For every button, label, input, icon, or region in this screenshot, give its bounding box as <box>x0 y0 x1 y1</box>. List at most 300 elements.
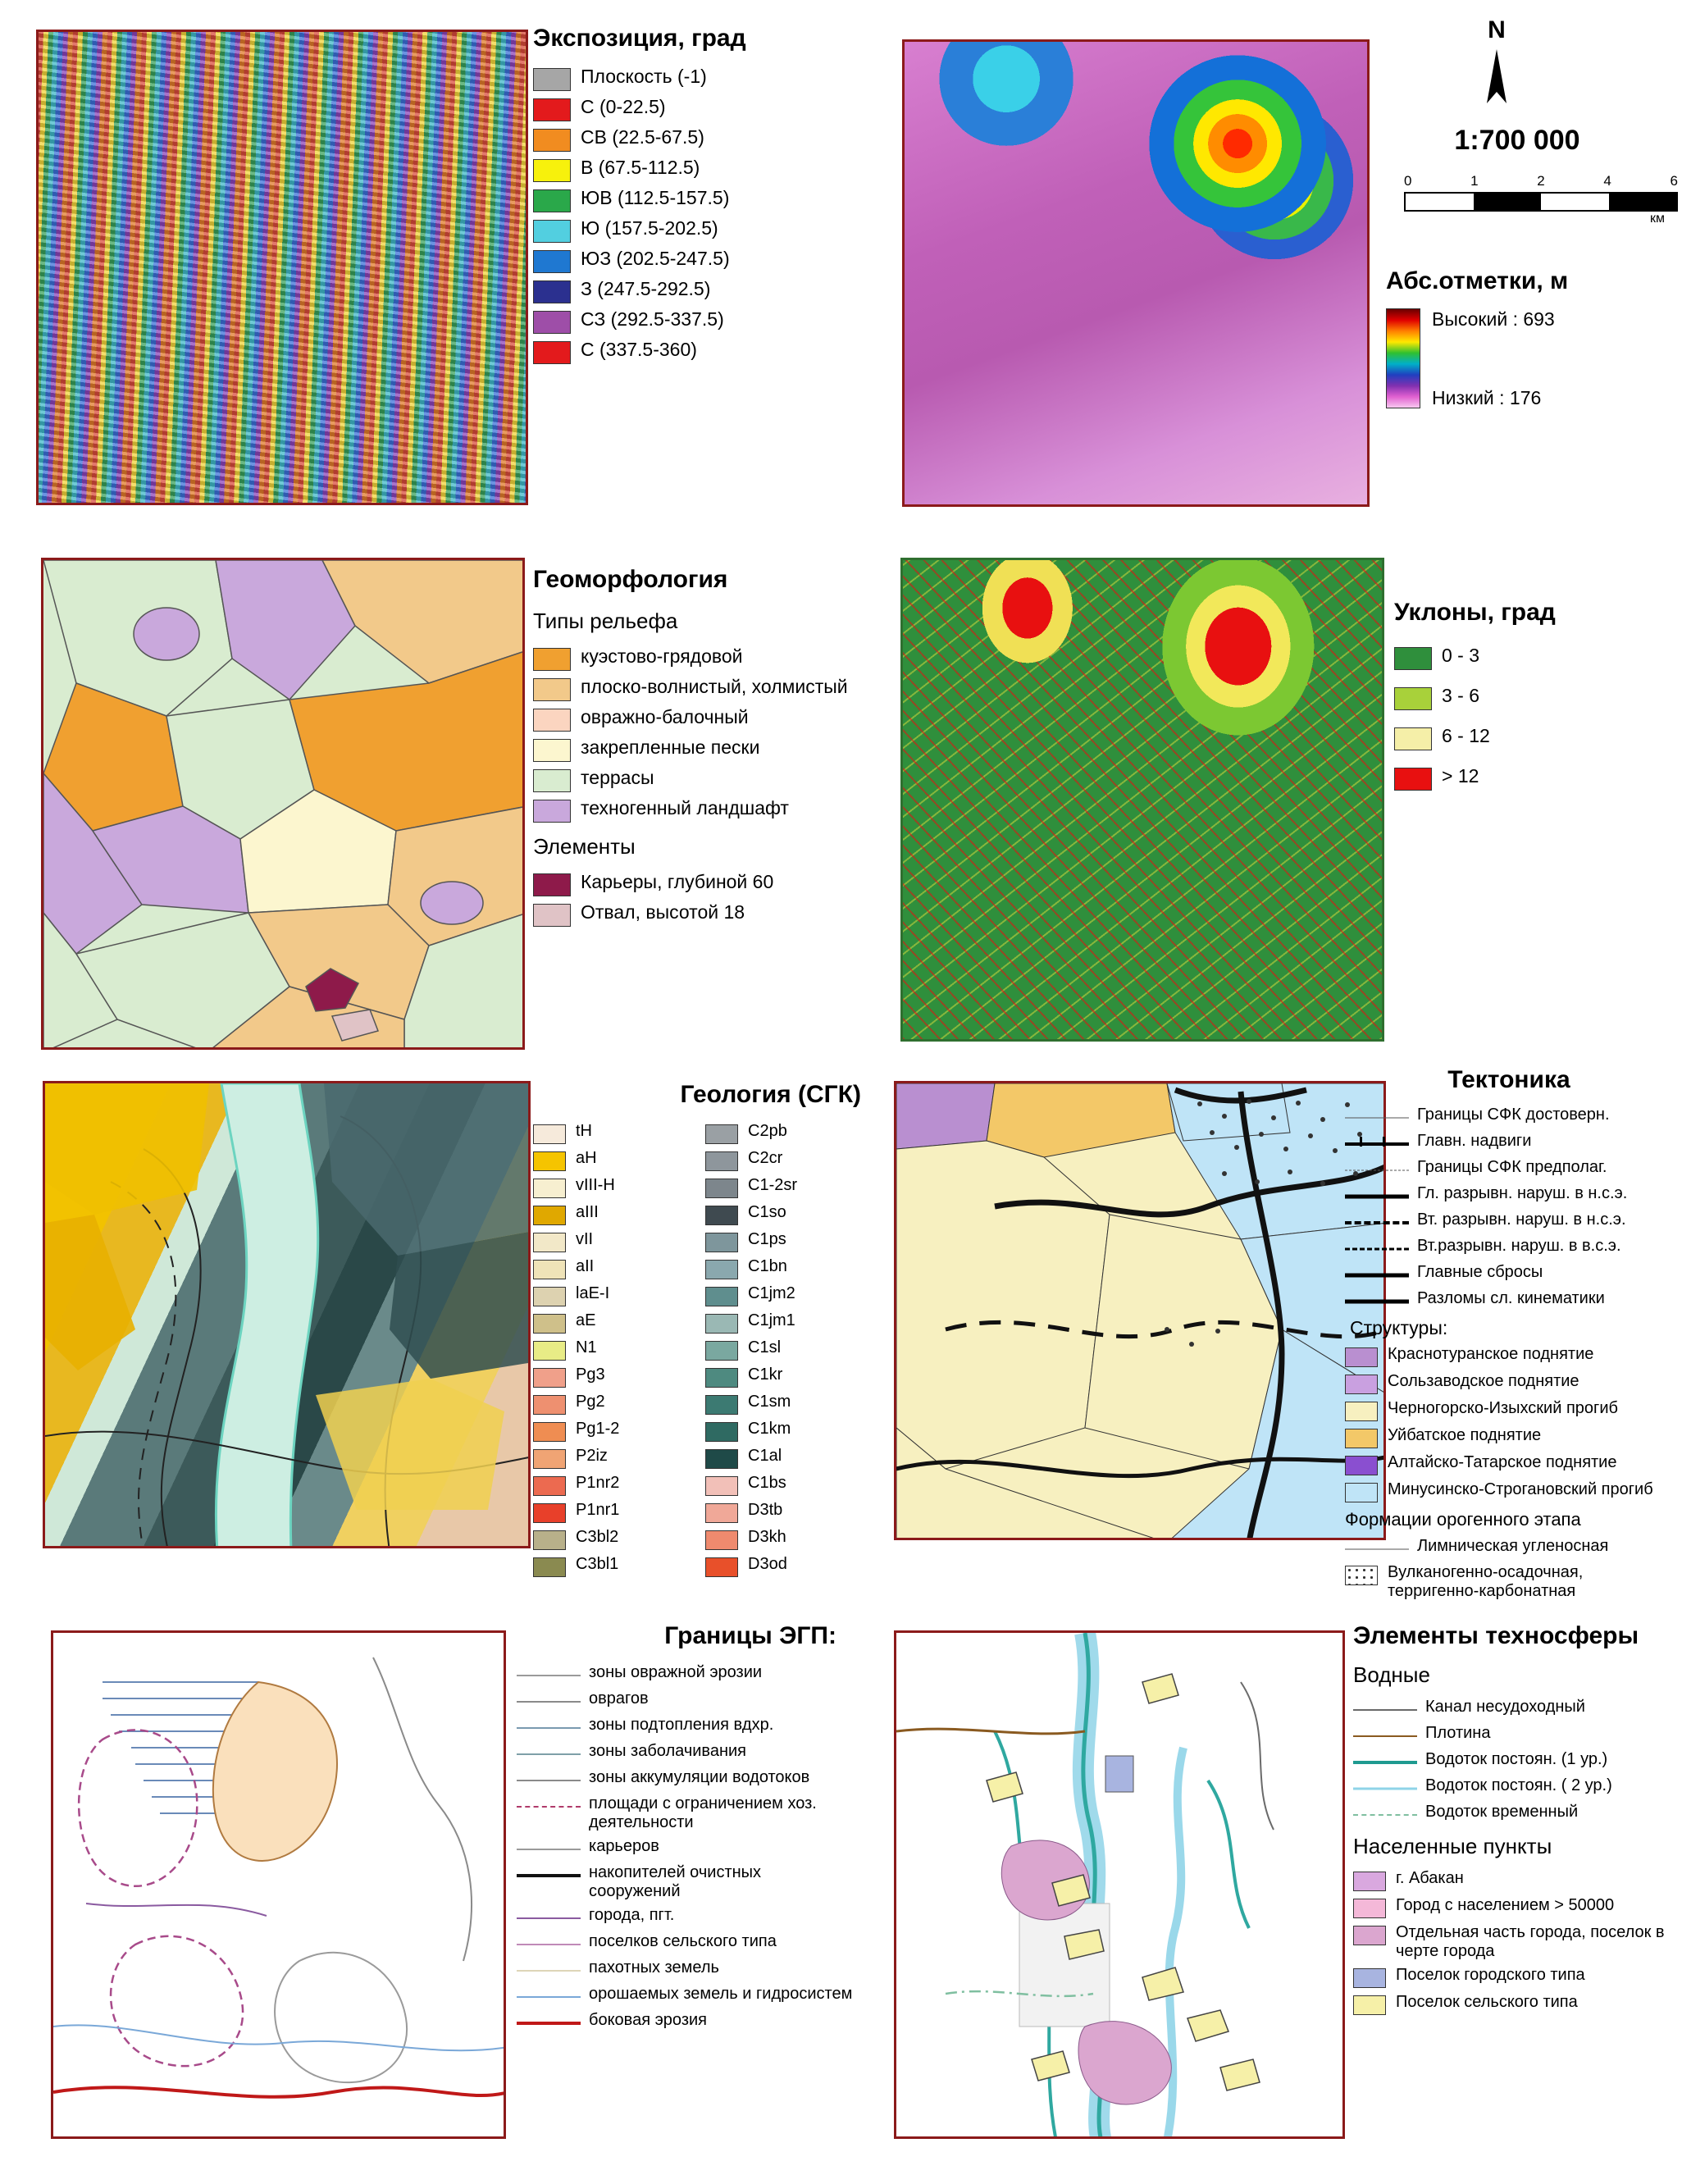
line-swatch <box>1345 1540 1409 1558</box>
legend-item <box>705 1284 877 1306</box>
line-swatch <box>517 1719 581 1737</box>
color-swatch <box>533 250 571 273</box>
geomorphology-legend-title: Геоморфология <box>533 566 728 593</box>
legend-item <box>533 1149 705 1171</box>
legend-item <box>517 1689 853 1711</box>
legend-item <box>517 1768 853 1790</box>
legend-label: C2pb <box>748 1122 787 1140</box>
color-swatch <box>533 1206 566 1225</box>
legend-label: зоны заболачивания <box>589 1742 746 1760</box>
line-swatch <box>517 2014 581 2032</box>
color-swatch <box>533 189 571 212</box>
color-swatch <box>533 769 571 792</box>
slopes-legend <box>1394 599 1665 796</box>
legend-item <box>1394 765 1665 791</box>
line-swatch <box>1353 1806 1417 1824</box>
legend-label: > 12 <box>1442 765 1479 787</box>
legend-item <box>1345 1263 1673 1284</box>
color-swatch <box>705 1124 738 1144</box>
color-swatch <box>1353 1926 1386 1945</box>
line-swatch <box>1345 1293 1409 1311</box>
color-swatch <box>533 341 571 364</box>
legend-item <box>533 1366 705 1388</box>
legend-label: Карьеры, глубиной 60 <box>581 871 774 892</box>
color-swatch <box>1353 1899 1386 1918</box>
legend-item <box>1353 1869 1681 1891</box>
legend-item <box>533 1338 705 1361</box>
legend-label: Поселок городского типа <box>1396 1965 1585 1984</box>
technosphere-legend <box>1353 1622 1681 2020</box>
legend-item <box>705 1122 877 1144</box>
color-swatch <box>533 873 571 896</box>
color-swatch <box>533 311 571 334</box>
legend-item <box>517 1985 853 2006</box>
color-swatch <box>533 1368 566 1388</box>
legend-label: C1so <box>748 1203 786 1221</box>
legend-item <box>705 1447 877 1469</box>
legend-item <box>705 1420 877 1442</box>
technosphere-legend-title: Элементы техносферы <box>1353 1622 1639 1649</box>
formations-subtitle: Формации орогенного этапа <box>1345 1509 1581 1530</box>
legend-item <box>533 1555 705 1577</box>
legend-item <box>517 2011 853 2032</box>
tectonics-legend <box>1345 1066 1673 1606</box>
color-swatch <box>533 1503 566 1523</box>
legend-item <box>705 1528 877 1550</box>
color-swatch <box>1345 1375 1378 1394</box>
legend-label: зоны овражной эрозии <box>589 1663 763 1681</box>
legend-item <box>1353 1966 1681 1988</box>
legend-label: C3bl2 <box>576 1528 619 1546</box>
legend-item <box>1353 1993 1681 2015</box>
scale-tick: 6 <box>1670 173 1678 189</box>
legend-item <box>705 1311 877 1334</box>
line-swatch <box>1345 1214 1409 1232</box>
legend-label: P2iz <box>576 1447 608 1465</box>
legend-item <box>1345 1106 1673 1127</box>
line-swatch <box>1345 1161 1409 1179</box>
line-swatch <box>517 1693 581 1711</box>
color-swatch <box>533 1530 566 1550</box>
line-swatch <box>517 1771 581 1790</box>
geology-legend-title: Геология (СГК) <box>680 1081 861 1108</box>
line-swatch <box>1345 1109 1409 1127</box>
legend-label: 0 - 3 <box>1442 645 1480 666</box>
color-swatch <box>1353 1968 1386 1988</box>
water-subtitle: Водные <box>1353 1662 1430 1687</box>
color-swatch <box>533 648 571 671</box>
legend-label: Минусинско-Строгановский прогиб <box>1388 1480 1653 1499</box>
color-swatch <box>1394 647 1432 670</box>
line-swatch <box>517 1867 581 1885</box>
legend-item <box>533 96 902 121</box>
legend-item <box>1345 1480 1673 1502</box>
technosphere-map-image <box>894 1630 1345 2139</box>
tectonics-map-panel <box>894 1081 1386 1540</box>
legend-item <box>533 1501 705 1523</box>
legend-label: Границы СФК достоверн. <box>1417 1106 1610 1124</box>
legend-item <box>1345 1537 1673 1558</box>
legend-item <box>1394 725 1665 750</box>
line-swatch-thrust <box>1345 1135 1409 1153</box>
legend-item <box>705 1230 877 1252</box>
legend-item <box>1345 1237 1673 1258</box>
legend-label: орошаемых земель и гидросистем <box>589 1985 853 2003</box>
legend-label: Город с населением > 50000 <box>1396 1895 1615 1914</box>
egp-legend <box>508 1622 853 2037</box>
legend-item <box>1353 1803 1681 1824</box>
legend-label: С (0-22.5) <box>581 96 666 117</box>
legend-item <box>1394 685 1665 710</box>
legend-item <box>533 645 918 671</box>
legend-label: Водоток постоян. (1 ур.) <box>1425 1749 1608 1768</box>
legend-item <box>533 308 902 334</box>
color-swatch <box>533 1124 566 1144</box>
legend-item <box>533 1528 705 1550</box>
aspect-legend-title: Экспозиция, град <box>533 25 746 52</box>
legend-item <box>705 1555 877 1577</box>
legend-item <box>705 1338 877 1361</box>
scale-ticks <box>1404 173 1678 189</box>
color-swatch <box>705 1151 738 1171</box>
legend-label: tH <box>576 1122 592 1140</box>
relief-types-subtitle: Типы рельефа <box>533 609 678 633</box>
legend-label: З (247.5-292.5) <box>581 278 711 299</box>
geomorphology-map-panel <box>41 558 525 1050</box>
legend-item <box>1345 1399 1673 1421</box>
scale-tick: 0 <box>1404 173 1412 189</box>
dotted-pattern-swatch <box>1345 1566 1378 1585</box>
legend-label: куэстово-грядовой <box>581 645 743 667</box>
color-swatch <box>533 280 571 303</box>
slopes-map-panel <box>900 558 1384 1042</box>
color-swatch <box>533 1422 566 1442</box>
scale-tick: 1 <box>1470 173 1479 189</box>
line-swatch <box>517 1962 581 1980</box>
legend-item <box>1345 1426 1673 1448</box>
legend-label: vII <box>576 1230 594 1248</box>
legend-label: Плоскость (-1) <box>581 66 707 87</box>
legend-item <box>1353 1896 1681 1918</box>
color-swatch <box>705 1260 738 1279</box>
legend-item <box>1394 645 1665 670</box>
legend-label: C2cr <box>748 1149 783 1167</box>
scale-tick: 4 <box>1603 173 1611 189</box>
legend-label: Вт. разрывн. наруш. в н.с.э. <box>1417 1211 1626 1229</box>
legend-label: aH <box>576 1149 597 1167</box>
legend-item <box>1345 1132 1673 1153</box>
dem-map-panel <box>902 39 1370 507</box>
egp-overlay <box>53 1633 506 2139</box>
tectonics-polygons <box>896 1083 1386 1540</box>
legend-label: C1kr <box>748 1366 783 1384</box>
legend-item <box>1353 1750 1681 1771</box>
legend-label: 6 - 12 <box>1442 725 1490 746</box>
legend-item <box>533 248 902 273</box>
legend-label: пахотных земель <box>589 1958 719 1977</box>
color-swatch <box>1345 1483 1378 1502</box>
color-swatch <box>705 1476 738 1496</box>
legend-item <box>517 1958 853 1980</box>
color-swatch <box>1394 768 1432 791</box>
legend-item <box>1345 1345 1673 1367</box>
legend-label: Сользаводское поднятие <box>1388 1372 1579 1391</box>
color-swatch <box>1345 1347 1378 1367</box>
line-swatch <box>1353 1780 1417 1798</box>
egp-legend-title: Границы ЭГП: <box>664 1622 836 1649</box>
north-arrow-icon <box>1472 16 1521 115</box>
scale-unit: км <box>1650 212 1665 226</box>
legend-item <box>517 1863 853 1901</box>
legend-item <box>705 1501 877 1523</box>
line-swatch <box>517 1745 581 1763</box>
legend-label: P1nr1 <box>576 1501 620 1519</box>
legend-item <box>517 1742 853 1763</box>
color-swatch <box>533 709 571 732</box>
tectonics-map-image <box>894 1081 1386 1540</box>
line-swatch <box>1353 1727 1417 1745</box>
legend-label: Ю (157.5-202.5) <box>581 217 718 239</box>
color-swatch <box>705 1314 738 1334</box>
legend-item <box>533 1474 705 1496</box>
legend-label: C3bl1 <box>576 1555 619 1573</box>
legend-item <box>533 1420 705 1442</box>
legend-item <box>533 797 918 823</box>
legend-label: карьеров <box>589 1837 659 1855</box>
legend-item <box>533 1122 705 1144</box>
legend-label: Канал несудоходный <box>1425 1697 1585 1716</box>
color-swatch <box>533 1395 566 1415</box>
line-swatch <box>1345 1188 1409 1206</box>
legend-label: С (337.5-360) <box>581 339 697 360</box>
legend-label: C1jm1 <box>748 1311 795 1329</box>
legend-item <box>1353 1698 1681 1719</box>
legend-item <box>517 1663 853 1685</box>
legend-item <box>1345 1289 1673 1311</box>
legend-label: Границы СФК предполаг. <box>1417 1158 1607 1176</box>
legend-item <box>533 901 918 927</box>
legend-item <box>705 1366 877 1388</box>
geomorphology-map-image <box>41 558 525 1050</box>
legend-label: C1jm2 <box>748 1284 795 1302</box>
color-swatch <box>1345 1456 1378 1475</box>
color-swatch <box>533 129 571 152</box>
legend-item <box>533 339 902 364</box>
legend-label: D3od <box>748 1555 787 1573</box>
color-swatch <box>533 1314 566 1334</box>
legend-item <box>533 278 902 303</box>
legend-label: Поселок сельского типа <box>1396 1992 1578 2011</box>
color-swatch <box>533 1287 566 1306</box>
legend-label: Плотина <box>1425 1723 1491 1742</box>
geology-map-image <box>43 1081 531 1548</box>
color-swatch <box>1353 1995 1386 2015</box>
legend-label: закрепленные пески <box>581 736 760 758</box>
settlements-subtitle: Населенные пункты <box>1353 1833 1552 1858</box>
legend-label: накопителей очистных сооружений <box>589 1863 762 1900</box>
legend-item <box>533 187 902 212</box>
dem-map-image <box>902 39 1370 507</box>
geology-legend-column-1 <box>533 1122 705 1582</box>
technosphere-overlay <box>896 1633 1345 2139</box>
color-swatch <box>705 1179 738 1198</box>
color-swatch <box>533 159 571 182</box>
legend-label: ЮВ (112.5-157.5) <box>581 187 730 208</box>
legend-label: Pg2 <box>576 1393 605 1411</box>
color-swatch <box>705 1368 738 1388</box>
legend-item <box>517 1932 853 1954</box>
structures-subtitle: Структуры: <box>1350 1317 1448 1338</box>
aspect-map-panel <box>36 30 528 505</box>
legend-label: Водоток временный <box>1425 1802 1579 1821</box>
color-swatch <box>533 98 571 121</box>
color-swatch <box>705 1422 738 1442</box>
legend-item <box>533 66 902 91</box>
geomorphology-polygons <box>43 560 525 1050</box>
color-swatch <box>1345 1402 1378 1421</box>
legend-label: aE <box>576 1311 596 1329</box>
legend-label: C1sm <box>748 1393 791 1411</box>
legend-label: ЮЗ (202.5-247.5) <box>581 248 730 269</box>
tectonics-legend-title: Тектоника <box>1447 1066 1570 1093</box>
geomorphology-legend <box>533 566 918 932</box>
legend-item <box>533 1311 705 1334</box>
legend-label: C1km <box>748 1420 791 1438</box>
line-swatch <box>517 1666 581 1685</box>
color-swatch <box>1345 1429 1378 1448</box>
line-swatch <box>517 1798 581 1816</box>
color-swatch <box>533 678 571 701</box>
color-swatch <box>533 904 571 927</box>
aspect-map-image <box>36 30 528 505</box>
legend-label: СЗ (292.5-337.5) <box>581 308 724 330</box>
line-swatch <box>517 1909 581 1927</box>
legend-item <box>705 1176 877 1198</box>
color-swatch <box>705 1287 738 1306</box>
color-swatch <box>533 739 571 762</box>
line-swatch <box>517 1936 581 1954</box>
technosphere-map-panel <box>894 1630 1345 2139</box>
legend-label: оврагов <box>589 1689 649 1708</box>
scale-bar <box>1404 192 1678 212</box>
legend-item <box>533 1284 705 1306</box>
color-swatch <box>533 1341 566 1361</box>
color-swatch <box>705 1557 738 1577</box>
legend-label: D3kh <box>748 1528 786 1546</box>
legend-label: г. Абакан <box>1396 1868 1464 1887</box>
legend-item <box>533 217 902 243</box>
aspect-legend <box>533 25 902 369</box>
geology-legend-column-2 <box>705 1122 877 1582</box>
legend-label: В (67.5-112.5) <box>581 157 700 178</box>
north-label: N <box>1488 16 1506 43</box>
legend-label: Гл. разрывн. наруш. в н.с.э. <box>1417 1184 1628 1202</box>
legend-label: Уйбатское поднятие <box>1388 1426 1542 1445</box>
color-swatch <box>533 1179 566 1198</box>
legend-item <box>533 767 918 792</box>
legend-label: aII <box>576 1257 595 1275</box>
legend-item <box>1353 1923 1681 1961</box>
legend-item <box>533 1447 705 1469</box>
legend-item <box>517 1716 853 1737</box>
legend-item <box>1353 1724 1681 1745</box>
color-swatch <box>533 68 571 91</box>
color-swatch <box>533 1449 566 1469</box>
line-swatch <box>1353 1753 1417 1771</box>
legend-item <box>533 126 902 152</box>
legend-label: техногенный ландшафт <box>581 797 789 818</box>
legend-label: Водоток постоян. ( 2 ур.) <box>1425 1776 1612 1794</box>
dem-legend <box>1386 16 1678 408</box>
color-swatch <box>705 1395 738 1415</box>
legend-item <box>533 1393 705 1415</box>
line-swatch <box>1353 1701 1417 1719</box>
color-swatch <box>533 1260 566 1279</box>
dem-legend-title: Абс.отметки, м <box>1386 267 1569 294</box>
legend-label: C1bn <box>748 1257 787 1275</box>
legend-label: зоны подтопления вдхр. <box>589 1716 774 1734</box>
egp-map-image <box>51 1630 506 2139</box>
color-swatch <box>705 1503 738 1523</box>
legend-item <box>533 676 918 701</box>
color-swatch <box>1394 727 1432 750</box>
dem-high-label: Высокий : 693 <box>1432 308 1555 330</box>
color-swatch <box>705 1206 738 1225</box>
legend-label: Вт.разрывн. наруш. в в.с.э. <box>1417 1237 1621 1255</box>
legend-label: Вулканогенно-осадочная, терригенно-карбонатная <box>1388 1562 1584 1600</box>
legend-label: Pg1-2 <box>576 1420 620 1438</box>
legend-label: города, пгт. <box>589 1906 675 1924</box>
legend-label: Краснотуранское поднятие <box>1388 1345 1594 1364</box>
color-swatch <box>533 1557 566 1577</box>
elements-subtitle: Элементы <box>533 834 636 859</box>
legend-item <box>1345 1372 1673 1394</box>
legend-label: Отвал, высотой 18 <box>581 901 745 923</box>
legend-item <box>705 1474 877 1496</box>
dem-low-label: Низкий : 176 <box>1432 386 1542 408</box>
color-swatch <box>1394 687 1432 710</box>
slopes-legend-title: Уклоны, град <box>1394 599 1556 626</box>
legend-item <box>705 1393 877 1415</box>
legend-label: Отдельная часть города, поселок в черте города <box>1396 1922 1665 1960</box>
legend-label: овражно-балочный <box>581 706 749 727</box>
slopes-map-image <box>900 558 1384 1042</box>
legend-label: Pg3 <box>576 1366 605 1384</box>
geology-map-panel <box>43 1081 531 1548</box>
legend-label: C1-2sr <box>748 1176 798 1194</box>
geology-legend <box>533 1081 902 1582</box>
legend-item <box>1345 1453 1673 1475</box>
legend-item <box>1345 1211 1673 1232</box>
legend-item <box>1353 1776 1681 1798</box>
legend-item <box>705 1203 877 1225</box>
legend-label: Черногорско-Изыхский прогиб <box>1388 1399 1618 1418</box>
north-arrow-glyph <box>1472 44 1521 108</box>
geology-overlay <box>45 1083 531 1548</box>
legend-item <box>533 1257 705 1279</box>
color-swatch <box>533 1476 566 1496</box>
legend-label: C1sl <box>748 1338 782 1356</box>
legend-label: зоны аккумуляции водотоков <box>589 1768 810 1786</box>
legend-item <box>533 736 918 762</box>
legend-item <box>533 871 918 896</box>
legend-label: поселков сельского типа <box>589 1932 777 1950</box>
legend-label: Разломы сл. кинематики <box>1417 1289 1605 1307</box>
color-swatch <box>705 1530 738 1550</box>
legend-item <box>1345 1563 1673 1601</box>
legend-label: Главные сбросы <box>1417 1263 1543 1281</box>
legend-label: Лимническая угленосная <box>1417 1536 1609 1555</box>
